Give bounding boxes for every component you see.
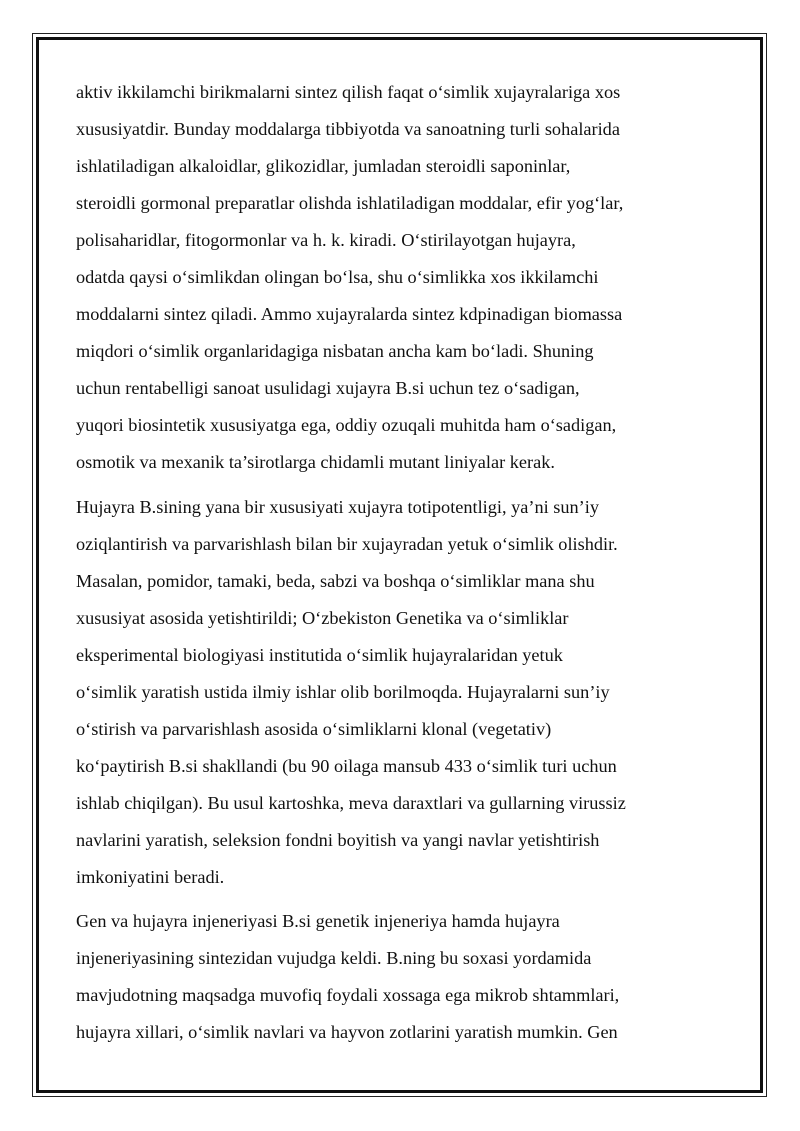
text-line: injeneriyasining sintezidan vujudga keldi. B.ning bu soxasi yordamida — [76, 948, 592, 969]
text-line: moddalarni sintez qiladi. Ammo xujayralarda sintez kdpinadigan biomassa — [76, 304, 623, 325]
text-line: Hujayra B.sining yana bir xususiyati xujayra totipotentligi, ya’ni sun’iy — [76, 496, 599, 517]
text-line: o‘stirish va parvarishlash asosida o‘simliklarni klonal (vegetativ) — [76, 718, 552, 739]
text-line: ko‘paytirish B.si shakllandi (bu 90 oilaga mansub 433 o‘simlik turi uchun — [76, 755, 617, 776]
text-line: aktiv ikkilamchi birikmalarni sintez qilish faqat o‘simlik xujayralariga xos — [76, 82, 621, 102]
text-line: polisaharidlar, fitogormonlar va h. k. kiradi. O‘stirilayotgan hujayra, — [76, 230, 576, 251]
text-line: imkoniyatini beradi. — [76, 866, 225, 887]
text-line: miqdori o‘simlik organlaridagiga nisbatan ancha kam bo‘ladi. Shuning — [76, 341, 594, 362]
text-line: osmotik va mexanik ta’sirotlarga chidamli mutant liniyalar kerak. — [76, 452, 555, 473]
document-body — [76, 74, 736, 1051]
text-line: hujayra xillari, o‘simlik navlari va hayvon zotlarini yaratish mumkin. Gen — [76, 1022, 618, 1043]
text-line: o‘simlik yaratish ustida ilmiy ishlar olib borilmoqda. Hujayralarni sun’iy — [76, 681, 610, 702]
text-line: yuqori biosintetik xususiyatga ega, oddiy ozuqali muhitda ham o‘sadigan, — [76, 415, 617, 436]
text-line: eksperimental biologiyasi institutida o‘simlik hujayralaridan yetuk — [76, 644, 563, 665]
text-line: uchun rentabelligi sanoat usulidagi xujayra B.si uchun tez o‘sadigan, — [76, 378, 580, 399]
text-line: navlarini yaratish, seleksion fondni boyitish va yangi navlar yetishtirish — [76, 829, 600, 850]
paragraph-3 — [76, 903, 736, 1051]
text-line: mavjudotning maqsadga muvofiq foydali xossaga ega mikrob shtammlari, — [76, 985, 620, 1006]
paragraph-1 — [76, 74, 736, 482]
text-line: steroidli gormonal preparatlar olishda ishlatiladigan moddalar, efir yog‘lar, — [76, 193, 624, 214]
text-line: xususiyat asosida yetishtirildi; O‘zbekiston Genetika va o‘simliklar — [76, 607, 569, 628]
text-line: ishlatiladigan alkaloidlar, glikozidlar, jumladan steroidli saponinlar, — [76, 156, 571, 177]
text-line: Gen va hujayra injeneriyasi B.si genetik injeneriya hamda hujayra — [76, 911, 560, 932]
text-line: xususiyatdir. Bunday moddalarga tibbiyotda va sanoatning turli sohalarida — [76, 119, 620, 140]
paragraph-2 — [76, 489, 736, 897]
text-line: ishlab chiqilgan). Bu usul kartoshka, meva daraxtlari va gullarning virussiz — [76, 792, 626, 813]
text-line: Masalan, pomidor, tamaki, beda, sabzi va boshqa o‘simliklar mana shu — [76, 570, 595, 591]
text-line: oziqlantirish va parvarishlash bilan bir xujayradan yetuk o‘simlik olishdir. — [76, 533, 618, 554]
text-line: odatda qaysi o‘simlikdan olingan bo‘lsa, shu o‘simlikka xos ikkilamchi — [76, 267, 599, 288]
